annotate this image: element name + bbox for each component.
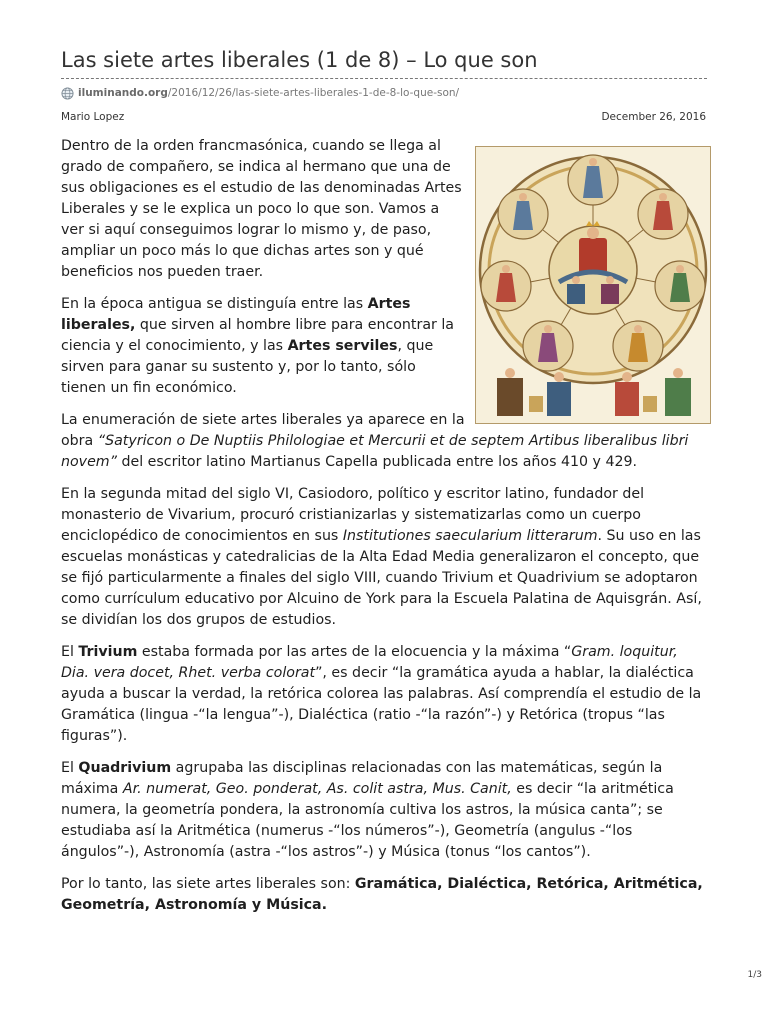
paragraph-trivium xyxy=(61,642,707,747)
globe-icon xyxy=(61,87,74,100)
term-artes-liberales: Artes liberales, xyxy=(61,296,411,333)
page-number: 1/3 xyxy=(747,970,762,980)
title-divider xyxy=(61,78,707,79)
p4-text-c: . Su uso en las escuelas monásticas y catedralicias de la Alta Edad Media generalizaron el concepto, que se fijó particularmente a finales del siglo VIII, cuando Trivium et Quadrivium se adoptaron como currículum educativo por Alcuino de York para la Escuela Palatina de Aquisgrán. Así, se dividían los dos grupos de estudios. xyxy=(61,528,702,628)
work-title-institutiones: Institutiones saecularium litterarum xyxy=(342,528,598,544)
p6-text-c: agrupaba las disciplinas relacionadas con las matemáticas, según la máxima xyxy=(61,760,663,797)
page-title: Las siete artes liberales (1 de 8) – Lo que son xyxy=(61,48,538,72)
url-domain[interactable]: iluminando.org xyxy=(78,87,168,99)
p2-text-c: que sirven al hombre libre para encontrar la ciencia y el conocimiento, y las xyxy=(61,317,454,354)
paragraph-quadrivium xyxy=(61,758,707,863)
source-url[interactable] xyxy=(61,86,459,100)
p5-text-e: ”, es decir “la gramática ayuda a hablar, la dialéctica ayuda a buscar la verdad, la retórica colorea las palabras. Así comprendía el estudio de la Gramática (lingua -“la lengua”-), Dialéctica (ratio -“la razón”-) y Retórica (tropus “las figuras”). xyxy=(61,665,702,744)
p7-text-a: Por lo tanto, las siete artes liberales son: xyxy=(61,876,355,892)
seven-arts-list: Gramática, Dialéctica, Retórica, Aritmética, Geometría, Astronomía y Música. xyxy=(61,876,703,913)
paragraph-intro: Dentro de la orden francmasónica, cuando se llega al grado de compañero, se indica al hermano que una de sus obligaciones es el estudio de las denominadas Artes Liberales y se le explica un poco lo que son. Vamos a ver si aquí conseguimos lograr lo mismo y, de paso, ampliar un poco más lo que dichas artes son y qué beneficios nos pueden traer. xyxy=(61,138,462,280)
article-body xyxy=(61,136,707,927)
quadrivium-maxim: Ar. numerat, Geo. ponderat, As. colit astra, Mus. Canit, xyxy=(122,781,512,797)
p5-text-a: El xyxy=(61,644,79,660)
term-trivium: Trivium xyxy=(78,644,138,660)
author: Mario Lopez xyxy=(61,111,125,123)
p3-text-a: La enumeración de siete artes liberales ya aparece en la obra xyxy=(61,412,465,449)
paragraph-conclusion xyxy=(61,874,707,916)
p4-text-a: En la segunda mitad del siglo VI, Casiodoro, político y escritor latino, fundador del monasterio de Vivarium, procuró cristianizarlas y sistematizarlas como un cuerpo enciclopédico de conocimientos en sus xyxy=(61,486,645,544)
p6-text-a: El xyxy=(61,760,79,776)
trivium-maxim: Gram. loquitur, Dia. vera docet, Rhet. verba colorat xyxy=(61,644,678,681)
url-path[interactable]: /2016/12/26/las-siete-artes-liberales-1-de-8-lo-que-son/ xyxy=(167,87,460,99)
seven-liberal-arts-illustration-icon xyxy=(475,146,711,424)
paragraph-casiodoro xyxy=(61,484,707,631)
term-quadrivium: Quadrivium xyxy=(78,760,172,776)
p2-text-a: En la época antigua se distinguía entre las xyxy=(61,296,368,312)
p3-text-c: del escritor latino Martianus Capella publicada entre los años 410 y 429. xyxy=(116,454,638,470)
p6-text-e: es decir “la aritmética numera, la geometría pondera, la astronomía cultiva los astros, la música canta”; se estudiaba así la Aritmética (numerus -“los números”-), Geometría (angulus -“los ángulos”-), Astronomía (astra -“los astros”-) y Música (tonus “los cantos”). xyxy=(61,781,674,860)
p5-text-c: estaba formada por las artes de la elocuencia y la máxima “ xyxy=(137,644,572,660)
term-artes-serviles: Artes serviles xyxy=(287,338,398,354)
p2-text-e: , que sirven para ganar su sustento y, por lo tanto, sólo tienen un fin económico. xyxy=(61,338,434,396)
publish-date: December 26, 2016 xyxy=(601,111,706,123)
work-title-satyricon: “Satyricon o De Nuptiis Philologiae et Mercurii et de septem Artibus liberalibus libri novem” xyxy=(61,433,689,470)
